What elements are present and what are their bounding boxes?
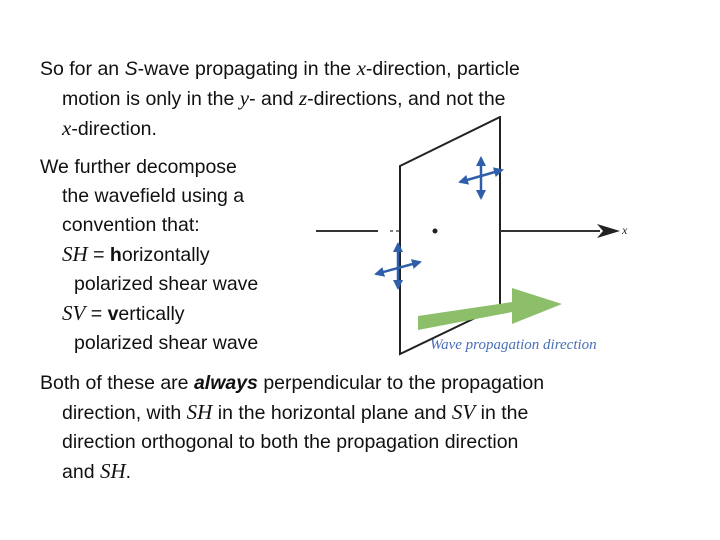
sh-definition xyxy=(40,240,258,270)
axis-label: x xyxy=(622,223,628,237)
text: - and xyxy=(249,88,299,110)
x-symbol: x xyxy=(62,116,72,140)
conclusion-line-2 xyxy=(40,398,544,428)
conclusion-line-1 xyxy=(40,369,544,398)
text: = xyxy=(87,244,110,266)
text: and xyxy=(62,461,100,483)
figure-caption: Wave propagation direction xyxy=(430,337,597,353)
text: motion is only in the xyxy=(62,88,240,110)
sh-symbol: SH xyxy=(186,400,213,424)
sh-symbol: SH xyxy=(62,242,88,266)
sv-definition-cont: polarized shear wave xyxy=(74,332,259,354)
text: . xyxy=(125,461,132,483)
sv-symbol: SV xyxy=(62,301,86,325)
text: direction, with xyxy=(62,402,187,424)
text: -directions, and not the xyxy=(307,88,506,110)
y-symbol: y xyxy=(239,86,250,110)
sh-symbol: SH xyxy=(99,459,126,483)
paragraph-decompose xyxy=(40,153,258,358)
text: -direction. xyxy=(71,118,157,140)
text: in the horizontal plane and xyxy=(212,402,452,424)
sv-symbol: SV xyxy=(451,400,476,424)
z-symbol: z xyxy=(298,86,308,110)
emphasis-word: always xyxy=(193,372,258,394)
conclusion-line-3: direction orthogonal to both the propagation direction xyxy=(62,431,519,453)
sv-definition xyxy=(40,299,258,329)
wave-diagram xyxy=(300,116,640,356)
decompose-line-2: the wavefield using a xyxy=(62,185,245,207)
conclusion-line-4 xyxy=(40,457,544,487)
text: ertically xyxy=(118,303,185,325)
emphasis-letter: v xyxy=(107,303,119,325)
decompose-line-1: We further decompose xyxy=(40,156,237,178)
text: = xyxy=(85,303,108,325)
sh-definition-cont: polarized shear wave xyxy=(74,273,259,295)
intro-line-2 xyxy=(40,84,520,114)
axis-arrowhead xyxy=(597,224,620,238)
emphasis-letter: h xyxy=(109,244,122,266)
axis-intersection-dot xyxy=(433,229,438,234)
intro-line-1 xyxy=(40,54,520,84)
paragraph-conclusion xyxy=(40,369,544,487)
text: Both of these are xyxy=(40,372,194,394)
x-symbol: x xyxy=(356,56,366,80)
text: in the xyxy=(475,402,529,424)
text: orizontally xyxy=(121,244,210,266)
s-symbol: S xyxy=(124,58,138,80)
text: perpendicular to the propagation xyxy=(257,372,545,394)
decompose-line-3: convention that: xyxy=(62,214,200,236)
text: -direction, particle xyxy=(365,58,520,80)
text: So for an xyxy=(40,58,125,80)
text: -wave propagating in the xyxy=(137,58,357,80)
